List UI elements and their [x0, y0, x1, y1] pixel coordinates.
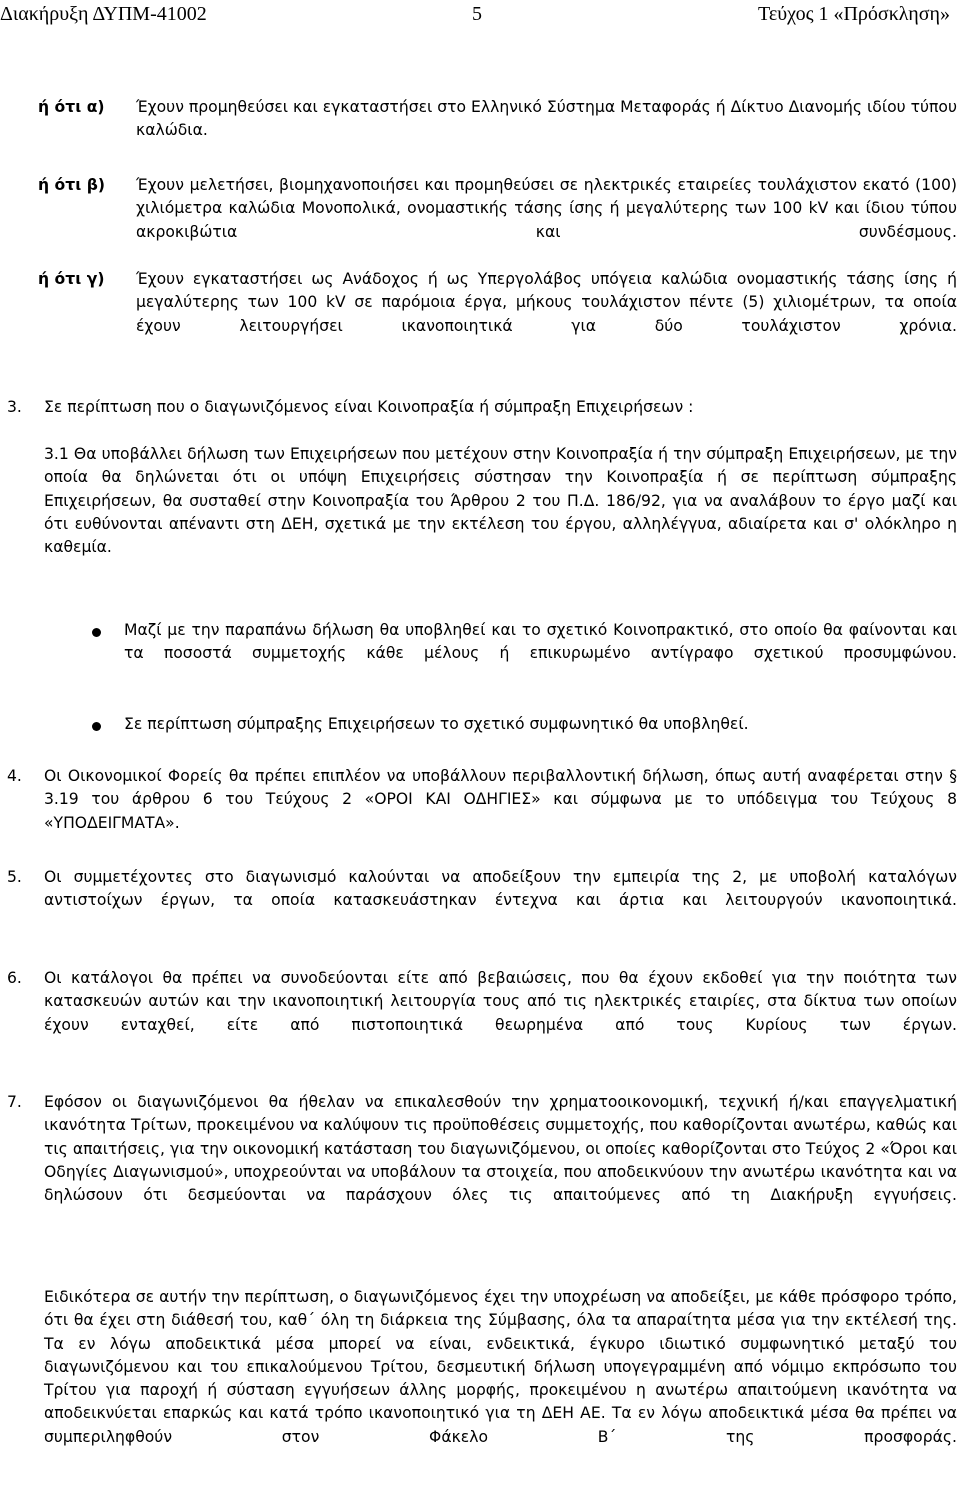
item-b-text: Έχουν μελετήσει, βιομηχανοποιήσει και προμηθεύσει σε ηλεκτρικές εταιρείες τουλάχιστον εκατό (100) χιλιόμετρα καλώδια Mονοπολικά, ονομαστικής τάσης ίσης ή μεγαλύτερης των 100 kV και ίδιου τύπου ακροκιβώτια και συνδέσμους. — [136, 176, 957, 241]
header-page-number: 5 — [472, 3, 482, 25]
section-3-1-text: 3.1 Θα υποβάλλει δήλωση των Επιχειρήσεων που μετέχουν στην Κοινοπραξία ή την σύμπραξη Επιχειρήσεων, με την οποία θα δηλώνεται ότι οι υπόψη Επιχειρήσεις σύστησαν την Κοινοπραξία ή σε περίπτωση σύμπραξης Επιχειρήσεων, θα συσταθεί στην Κοινοπραξία του Άρθρου 2 του Π.Δ. 186/92, για να αναλάβουν το έργο μαζί και ότι ευθύνονται απέναντι στη ΔΕΗ, σχετικά με την εκτέλεση του έργου, αλληλέγγυα, αδιαίρετα και σ' ολόκληρο η καθεμία. — [44, 445, 957, 557]
section-4-text: Οι Οικονομικοί Φορείς θα πρέπει επιπλέον να υποβάλλουν περιβαλλοντική δήλωση, όπως αυτή αναφέρεται στην § 3.19 του άρθρου 6 του Τεύχους 2 «ΟΡΟΙ ΚΑΙ ΟΔΗΓΙΕΣ» και σύμφωνα με το υπόδειγμα του Τεύχους 8 «ΥΠΟΔΕΙΓΜΑΤΑ». — [44, 767, 957, 832]
section-6-number: 6. — [7, 969, 22, 987]
section-3-text: Σε περίπτωση που ο διαγωνιζόμενος είναι Κοινοπραξία ή σύμπραξη Επιχειρήσεων : — [44, 398, 694, 416]
header-document-id: Διακήρυξη ΔΥΠΜ-41002 — [0, 3, 207, 25]
section-7-text: Εφόσον οι διαγωνιζόμενοι θα ήθελαν να επικαλεσθούν την χρηματοοικονομική, τεχνική ή/και επαγγελματική ικανότητα Τρίτων, προκειμένου να καλύψουν τις προϋποθέσεις συμμετοχής, που καθορίζονται ανωτέρω, καθώς και τις απαιτήσεις, για την οικονομική κατάσταση του διαγωνιζόμενου, οι οποίες καθορίζονται στο Τεύχος 2 «Όροι και Οδηγίες Διαγωνισμού», υποχρεούνται να υποβάλουν τα στοιχεία, που αποδεικνύουν την ανωτέρω ικανότητα και να δηλώσουν ότι δεσμεύονται να παράσχουν όλες τις απαιτούμενες από τη Διακήρυξη εγγυήσεις. — [44, 1093, 957, 1205]
item-g-label: ή ότι γ) — [38, 270, 105, 288]
item-b-label: ή ότι β) — [38, 176, 105, 194]
section-7-paragraph-2: Ειδικότερα σε αυτήν την περίπτωση, ο διαγωνιζόμενος έχει την υποχρέωση να αποδείξει, με κάθε πρόσφορο τρόπο, ότι θα έχει στη διάθεσή του, καθ΄ όλη τη διάρκεια της Σύμβασης, όλα τα απαραίτητα μέσα για την εκτέλεσή της. Τα εν λόγω αποδεικτικά μέσα μπορεί να είναι, ενδεικτικά, έγκυρο ιδιωτικό συμφωνητικό μεταξύ του διαγωνιζόμενου και του επικαλούμενου Τρίτου, δεσμευτική δήλωση υπογεγραμμένη από νόμιμο εκπρόσωπο του Τρίτου για παροχή ή σύσταση εγγυήσεων άλλης μορφής, προκειμένου η ανωτέρω απαιτούμενη ικανότητα να αποδεικνύεται επαρκώς και κατά τρόπο ικανοποιητικό για τη ΔΕΗ ΑΕ. Τα εν λόγω αποδεικτικά μέσα θα πρέπει να συμπεριληφθούν στον Φάκελο Β΄ της προσφοράς. — [44, 1288, 957, 1446]
header-volume-title: Τεύχος 1 «Πρόσκληση» — [757, 3, 950, 25]
item-a-label: ή ότι α) — [38, 98, 105, 116]
section-3-bullet-1: Μαζί με την παραπάνω δήλωση θα υποβληθεί και το σχετικό Κοινοπρακτικό, στο οποίο θα φαίνονται και τα ποσοστά συμμετοχής κάθε μέλους ή επικυρωμένο αντίγραφο σχετικού προσυμφώνου. — [124, 621, 957, 663]
section-3-number: 3. — [7, 398, 22, 416]
section-5-text: Οι συμμετέχοντες στο διαγωνισμό καλούνται να αποδείξουν την εμπειρία της 2, με υποβολή καταλόγων αντιστοίχων έργων, τα οποία κατασκευάστηκαν έντεχνα και άρτια και λειτουργούν ικανοποιητικά. — [44, 868, 957, 910]
bullet-2-dot — [92, 722, 101, 731]
item-a-text: Έχουν προμηθεύσει και εγκαταστήσει στο Ελληνικό Σύστημα Μεταφοράς ή Δίκτυο Διανομής ιδίου τύπου καλώδια. — [136, 98, 957, 140]
section-3-bullet-2: Σε περίπτωση σύμπραξης Επιχειρήσεων το σχετικό συμφωνητικό θα υποβληθεί. — [124, 715, 749, 733]
item-g-text: Έχουν εγκαταστήσει ως Ανάδοχος ή ως Υπεργολάβος υπόγεια καλώδια ονομαστικής τάσης ίσης ή μεγαλύτερης των 100 kV σε παρόμοια έργα, μήκους τουλάχιστον πέντε (5) χιλιομέτρων, τα οποία έχουν λειτουργήσει ικανοποιητικά για δύο τουλάχιστον χρόνια. — [136, 270, 957, 335]
bullet-1-dot — [92, 628, 101, 637]
section-4-number: 4. — [7, 767, 22, 785]
section-5-number: 5. — [7, 868, 22, 886]
section-6-text: Οι κατάλογοι θα πρέπει να συνοδεύονται είτε από βεβαιώσεις, που θα έχουν εκδοθεί για την ποιότητα των κατασκευών αυτών και την ικανοποιητική λειτουργία τους από τις ηλεκτρικές εταιρίες, στα δίκτυα των οποίων έχουν ενταχθεί, είτε από πιστοποιητικά θεωρημένα από τους Κυρίους των έργων. — [44, 969, 957, 1034]
section-7-number: 7. — [7, 1093, 22, 1111]
